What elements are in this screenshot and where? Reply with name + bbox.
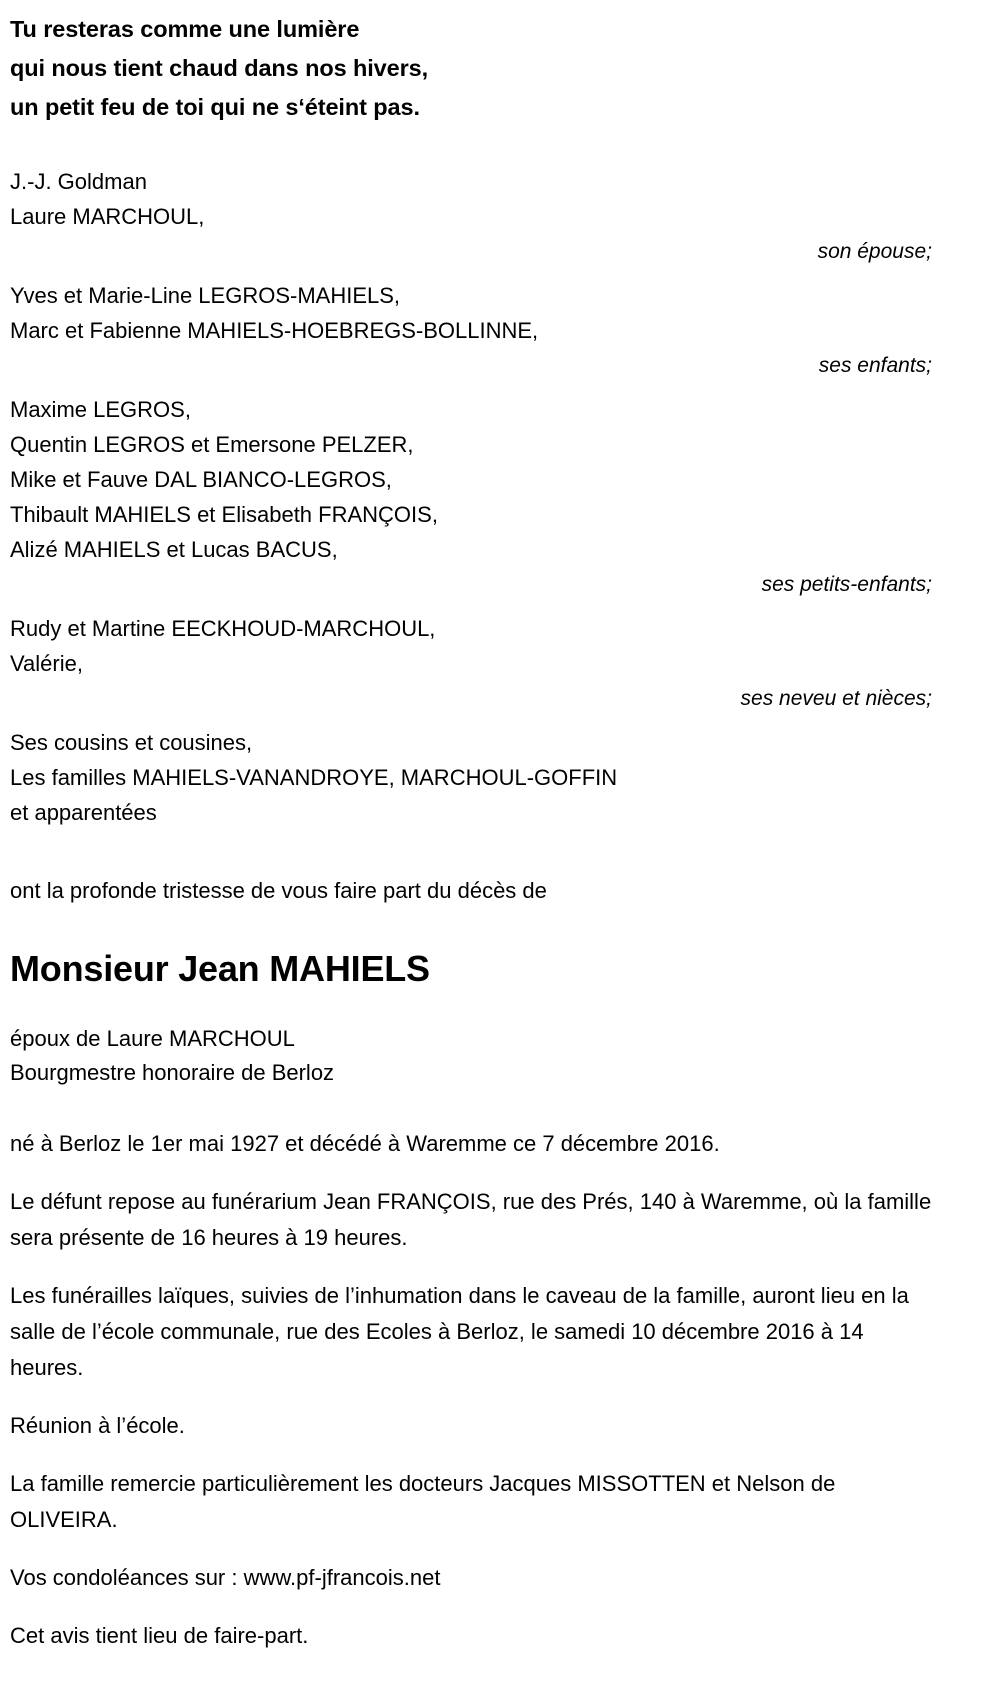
family-member: Quentin LEGROS et Emersone PELZER, — [10, 432, 414, 457]
family-member: Valérie, — [10, 651, 83, 676]
relation-label-spouse: son épouse; — [817, 240, 932, 263]
family-member: Rudy et Martine EECKHOUD-MARCHOUL, — [10, 616, 436, 641]
family-member: Ses cousins et cousines, — [10, 730, 253, 755]
relation-label-nephew-nieces: ses neveu et nièces; — [740, 687, 932, 710]
poem-line-3: un petit feu de toi qui ne s‘éteint pas. — [10, 94, 420, 120]
birth-death-paragraph: né à Berloz le 1er mai 1927 et décédé à Waremme ce 7 décembre 2016. — [10, 1131, 720, 1156]
family-member: Les familles MAHIELS-VANANDROYE, MARCHOUL-GOFFIN — [10, 765, 618, 790]
deceased-titles — [10, 1022, 932, 1090]
family-member: Marc et Fabienne MAHIELS-HOEBREGS-BOLLINNE, — [10, 318, 539, 343]
poem-attribution: J.-J. Goldman — [10, 169, 147, 194]
deceased-honorary-title: Bourgmestre honoraire de Berloz — [10, 1060, 335, 1085]
service-details — [10, 1126, 932, 1654]
funeral-service-paragraph: Les funérailles laïques, suivies de l’inhumation dans le caveau de la famille, auront lieu en la salle de l’école communale, rue des Ecoles à Berloz, le samedi 10 décembre 2016 à 14 heures. — [10, 1283, 909, 1380]
family-member: Mike et Fauve DAL BIANCO-LEGROS, — [10, 467, 392, 492]
family-group-grandchildren — [10, 392, 932, 602]
family-member: Maxime LEGROS, — [10, 397, 191, 422]
notice-paragraph: Cet avis tient lieu de faire-part. — [10, 1623, 309, 1648]
family-member: Alizé MAHIELS et Lucas BACUS, — [10, 537, 338, 562]
thanks-paragraph: La famille remercie particulièrement les docteurs Jacques MISSOTTEN et Nelson de OLIVEIRA. — [10, 1471, 836, 1532]
deceased-spouse-title: époux de Laure MARCHOUL — [10, 1026, 295, 1051]
funerarium-paragraph: Le défunt repose au funérarium Jean FRANÇOIS, rue des Prés, 140 à Waremme, où la famille sera présente de 16 heures à 19 heures. — [10, 1189, 932, 1250]
announcement-intro: ont la profonde tristesse de vous faire part du décès de — [10, 878, 547, 903]
family-group-spouse — [10, 199, 932, 269]
relation-label-grandchildren: ses petits-enfants; — [761, 573, 932, 596]
family-group-cousins-families — [10, 725, 932, 830]
family-member: Yves et Marie-Line LEGROS-MAHIELS, — [10, 283, 401, 308]
family-group-children — [10, 278, 932, 383]
family-member: et apparentées — [10, 800, 157, 825]
condolences-paragraph: Vos condoléances sur : www.pf-jfrancois.net — [10, 1565, 441, 1590]
poem-block — [10, 10, 932, 127]
family-member: Thibault MAHIELS et Elisabeth FRANÇOIS, — [10, 502, 438, 527]
relation-label-children: ses enfants; — [818, 354, 932, 377]
family-group-nephew-nieces — [10, 611, 932, 716]
poem-line-1: Tu resteras comme une lumière — [10, 16, 360, 42]
poem-line-2: qui nous tient chaud dans nos hivers, — [10, 55, 429, 81]
deceased-name: Monsieur Jean MAHIELS — [10, 948, 430, 989]
family-member: Laure MARCHOUL, — [10, 204, 205, 229]
gathering-paragraph: Réunion à l’école. — [10, 1413, 185, 1438]
